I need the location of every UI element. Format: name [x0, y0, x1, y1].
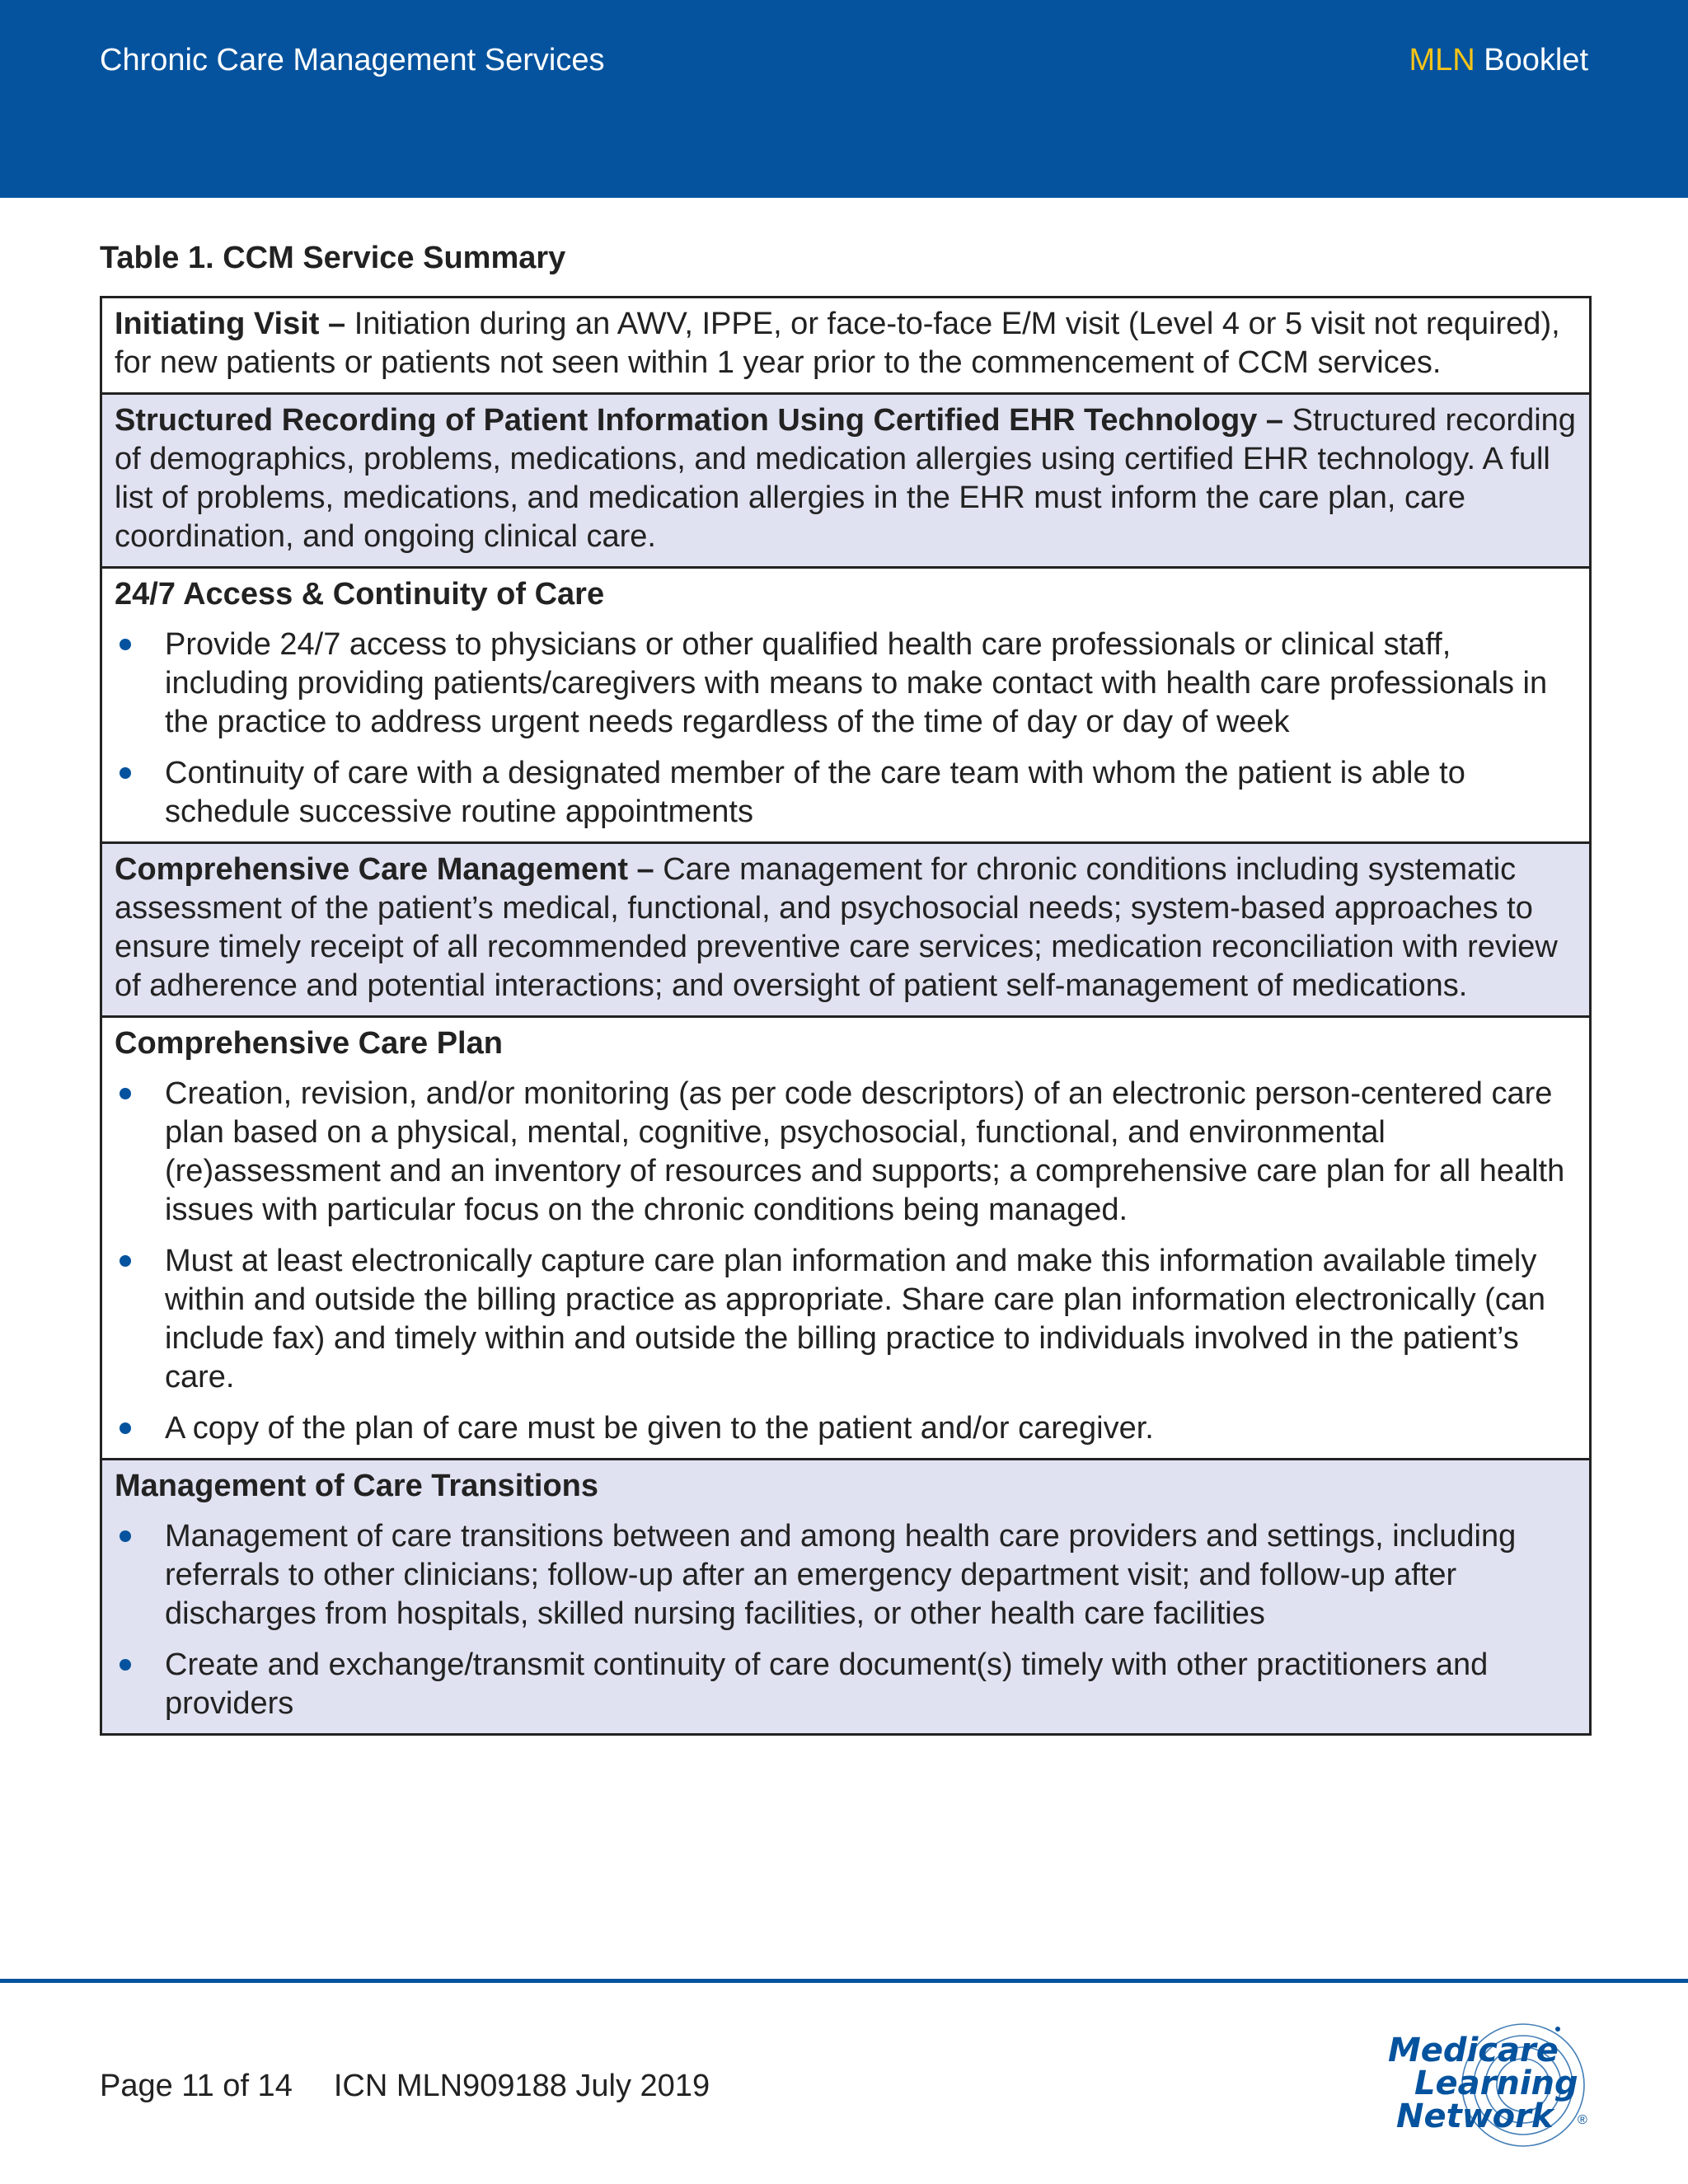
- row-text: Structured recording of demographics, problems, medications, and medication allergies using certified EHR technology. A full list of problems, medications, and medication allergies in the EHR must inform the care plan, care coordination, and ongoing clinical care.: [115, 403, 1576, 554]
- document-title: Chronic Care Management Services: [100, 43, 605, 77]
- list-item-text: Must at least electronically capture care plan information and make this information available timely within and outside the billing practice as appropriate. Share care plan information electronically (can include fax) and timely within and outside the billing practice to individuals involved in the patient’s care.: [165, 1244, 1546, 1394]
- bullet-icon: [120, 1659, 131, 1671]
- row-text: Initiation during an AWV, IPPE, or face-to-face E/M visit (Level 4 or 5 visit not required), for new patients or patients not seen within 1 year prior to the commencement of CCM services.: [115, 307, 1560, 380]
- list-item: [115, 1075, 1578, 1230]
- booklet-label: [1409, 43, 1588, 78]
- row-initiating-visit: [102, 298, 1589, 392]
- row-structured-recording: [102, 392, 1589, 566]
- list-item: [115, 1517, 1578, 1633]
- mln-label: MLN: [1409, 43, 1475, 77]
- row-access-continuity: [102, 566, 1589, 841]
- table-caption: Table 1. CCM Service Summary: [100, 241, 566, 275]
- row-title: Initiating Visit –: [115, 307, 346, 341]
- medicare-learning-network-logo: [1385, 2019, 1599, 2159]
- list-item: [115, 1242, 1578, 1397]
- bullet-icon: [120, 639, 131, 650]
- icn-code: ICN MLN909188 July 2019: [333, 2069, 710, 2103]
- list-item-text: Provide 24/7 access to physicians or other qualified health care professionals or clinical staff, including providing patients/caregivers with means to make contact with health care professionals in the practice to address urgent needs regardless of the time of day or day of week: [165, 627, 1548, 739]
- list-item: [115, 626, 1578, 742]
- list-item-text: Management of care transitions between and among health care providers and settings, including referrals to other clinicians; follow-up after an emergency department visit; and follow-up after discharges from hospitals, skilled nursing facilities, or other health care facilities: [165, 1519, 1517, 1631]
- bullet-list: [115, 1075, 1578, 1448]
- row-comprehensive-care-management: [102, 841, 1589, 1015]
- logo-line-1: Medicare: [1388, 2032, 1559, 2069]
- row-title: Management of Care Transitions: [115, 1469, 599, 1503]
- booklet-word: Booklet: [1484, 43, 1588, 77]
- row-comprehensive-care-plan: [102, 1015, 1589, 1458]
- bullet-icon: [120, 767, 131, 779]
- registered-mark: ®: [1578, 2113, 1587, 2127]
- header-band: [0, 0, 1688, 198]
- ccm-service-summary-table: [100, 296, 1592, 1736]
- list-item-text: A copy of the plan of care must be given to the patient and/or caregiver.: [165, 1411, 1154, 1446]
- bullet-icon: [120, 1530, 131, 1542]
- row-title: 24/7 Access & Continuity of Care: [115, 577, 605, 612]
- footer-info: [100, 2069, 710, 2104]
- list-item: [115, 754, 1578, 832]
- logo-line-3: Network: [1396, 2097, 1554, 2135]
- list-item-text: Creation, revision, and/or monitoring (as per code descriptors) of an electronic person-centered care plan based on a physical, mental, cognitive, psychosocial, functional, and environmental (re)assessment and an inventory of resources and supports; a comprehensive care plan for all health issues with particular focus on the chronic conditions being managed.: [165, 1076, 1565, 1227]
- footer-divider: [0, 1979, 1688, 1983]
- page-number: Page 11 of 14: [100, 2069, 293, 2103]
- row-text: Care management for chronic conditions including systematic assessment of the patient’s medical, functional, and psychosocial needs; system-based approaches to ensure timely receipt of all recommended preventive care services; medication reconciliation with review of adherence and potential interactions; and oversight of patient self-management of medications.: [115, 852, 1558, 1003]
- row-title: Structured Recording of Patient Information Using Certified EHR Technology –: [115, 403, 1284, 438]
- list-item-text: Continuity of care with a designated member of the care team with whom the patient is able to schedule successive routine appointments: [165, 756, 1465, 829]
- logo-line-2: Learning: [1414, 2064, 1578, 2102]
- bullet-list: [115, 1517, 1578, 1723]
- row-care-transitions: [102, 1458, 1589, 1733]
- list-item: [115, 1409, 1578, 1448]
- list-item-text: Create and exchange/transmit continuity of care document(s) timely with other practitioners and providers: [165, 1647, 1489, 1721]
- row-title: Comprehensive Care Management –: [115, 852, 654, 887]
- bullet-icon: [120, 1088, 131, 1099]
- bullet-list: [115, 626, 1578, 832]
- row-title: Comprehensive Care Plan: [115, 1026, 503, 1061]
- list-item: [115, 1646, 1578, 1723]
- bullet-icon: [120, 1422, 131, 1434]
- bullet-icon: [120, 1255, 131, 1267]
